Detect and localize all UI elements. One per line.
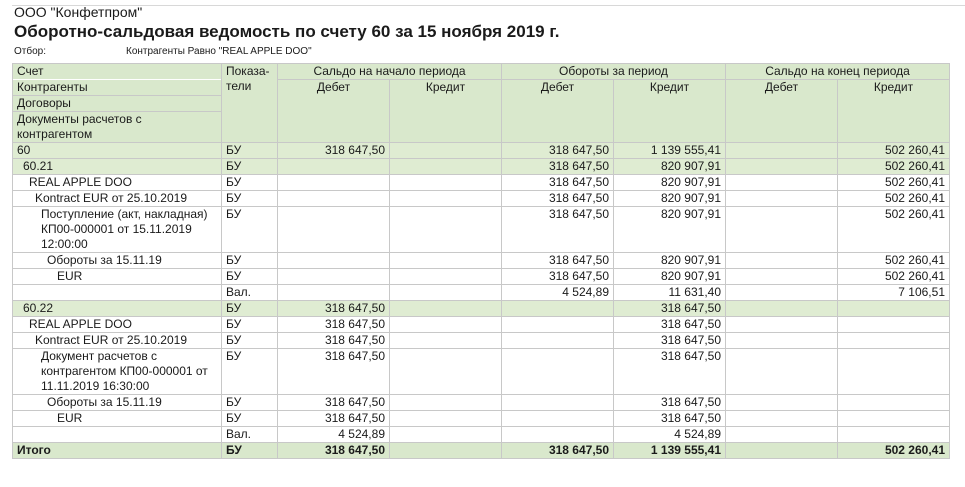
row-label: Kontract EUR от 25.10.2019 [13, 333, 222, 349]
row-indicator: БУ [222, 317, 278, 333]
total-closing-credit: 502 260,41 [838, 443, 950, 459]
cell-turnover-debit: 318 647,50 [502, 253, 614, 269]
row-label: 60.22 [13, 301, 222, 317]
cell-opening-debit: 318 647,50 [278, 317, 390, 333]
cell-turnover-debit [502, 427, 614, 443]
total-turnover-debit: 318 647,50 [502, 443, 614, 459]
col-turnover: Обороты за период [502, 64, 726, 80]
row-indicator: БУ [222, 207, 278, 253]
cell-closing-credit [838, 349, 950, 395]
col-turnover-debit: Дебет [502, 80, 614, 143]
cell-turnover-debit: 318 647,50 [502, 191, 614, 207]
cell-opening-credit [390, 411, 502, 427]
cell-turnover-debit [502, 333, 614, 349]
cell-turnover-debit: 318 647,50 [502, 159, 614, 175]
col-closing-debit: Дебет [726, 80, 838, 143]
cell-opening-debit [278, 285, 390, 301]
cell-turnover-credit: 318 647,50 [614, 317, 726, 333]
row-label: Документ расчетов с контрагентом КП00-000001 от 11.11.2019 16:30:00 [13, 349, 222, 395]
cell-turnover-credit: 820 907,91 [614, 191, 726, 207]
cell-closing-debit [726, 395, 838, 411]
cell-closing-debit [726, 159, 838, 175]
row-label [13, 285, 222, 301]
cell-turnover-credit: 318 647,50 [614, 301, 726, 317]
table-row [13, 269, 950, 285]
cell-opening-debit [278, 253, 390, 269]
row-label: Kontract EUR от 25.10.2019 [13, 191, 222, 207]
cell-opening-debit: 318 647,50 [278, 301, 390, 317]
cell-opening-credit [390, 333, 502, 349]
cell-turnover-debit: 4 524,89 [502, 285, 614, 301]
cell-closing-credit [838, 333, 950, 349]
row-label: EUR [13, 411, 222, 427]
cell-turnover-credit: 318 647,50 [614, 349, 726, 395]
total-indicator: БУ [222, 443, 278, 459]
cell-opening-debit [278, 207, 390, 253]
cell-turnover-credit: 4 524,89 [614, 427, 726, 443]
cell-closing-credit [838, 411, 950, 427]
row-indicator: Вал. [222, 285, 278, 301]
row-label: REAL APPLE DOO [13, 317, 222, 333]
cell-opening-credit [390, 395, 502, 411]
cell-closing-debit [726, 317, 838, 333]
col-contractors: Контрагенты [13, 80, 222, 96]
cell-opening-debit [278, 191, 390, 207]
row-indicator: БУ [222, 301, 278, 317]
table-row [13, 427, 950, 443]
row-indicator: Вал. [222, 427, 278, 443]
cell-opening-credit [390, 253, 502, 269]
row-indicator: БУ [222, 143, 278, 159]
cell-closing-debit [726, 301, 838, 317]
cell-opening-debit: 318 647,50 [278, 349, 390, 395]
cell-opening-credit [390, 285, 502, 301]
total-closing-debit [726, 443, 838, 459]
company-name: ООО "Конфетпром" [14, 4, 143, 20]
table-row [13, 411, 950, 427]
total-opening-debit: 318 647,50 [278, 443, 390, 459]
table-row [13, 175, 950, 191]
row-label [13, 427, 222, 443]
total-turnover-credit: 1 139 555,41 [614, 443, 726, 459]
cell-turnover-debit: 318 647,50 [502, 207, 614, 253]
cell-closing-debit [726, 411, 838, 427]
row-label: 60.21 [13, 159, 222, 175]
cell-opening-credit [390, 349, 502, 395]
table-row [13, 207, 950, 253]
cell-closing-credit: 7 106,51 [838, 285, 950, 301]
cell-opening-debit [278, 175, 390, 191]
cell-closing-debit [726, 269, 838, 285]
row-indicator: БУ [222, 333, 278, 349]
cell-opening-debit: 318 647,50 [278, 333, 390, 349]
row-indicator: БУ [222, 269, 278, 285]
cell-turnover-credit: 820 907,91 [614, 269, 726, 285]
cell-closing-credit: 502 260,41 [838, 143, 950, 159]
cell-closing-credit [838, 317, 950, 333]
cell-closing-credit: 502 260,41 [838, 175, 950, 191]
row-indicator: БУ [222, 349, 278, 395]
cell-opening-debit: 318 647,50 [278, 395, 390, 411]
cell-closing-debit [726, 333, 838, 349]
table-row [13, 301, 950, 317]
cell-opening-credit [390, 427, 502, 443]
cell-closing-debit [726, 285, 838, 301]
col-contracts: Договоры [13, 96, 222, 112]
table-row [13, 191, 950, 207]
col-account: Счет [13, 64, 222, 80]
total-label: Итого [13, 443, 222, 459]
table-row [13, 143, 950, 159]
total-row [13, 443, 950, 459]
cell-turnover-credit: 820 907,91 [614, 175, 726, 191]
row-indicator: БУ [222, 159, 278, 175]
col-opening-debit: Дебет [278, 80, 390, 143]
row-label: Поступление (акт, накладная) КП00-000001 от 15.11.2019 12:00:00 [13, 207, 222, 253]
table-row [13, 159, 950, 175]
table-row [13, 285, 950, 301]
col-opening-credit: Кредит [390, 80, 502, 143]
cell-opening-credit [390, 207, 502, 253]
cell-opening-credit [390, 175, 502, 191]
cell-opening-credit [390, 317, 502, 333]
cell-closing-debit [726, 191, 838, 207]
cell-turnover-credit: 318 647,50 [614, 333, 726, 349]
col-indicator: Показа- тели [222, 64, 278, 143]
cell-turnover-debit [502, 395, 614, 411]
cell-opening-debit: 4 524,89 [278, 427, 390, 443]
cell-closing-debit [726, 175, 838, 191]
cell-turnover-debit: 318 647,50 [502, 175, 614, 191]
col-opening: Сальдо на начало периода [278, 64, 502, 80]
col-closing-credit: Кредит [838, 80, 950, 143]
cell-closing-credit: 502 260,41 [838, 269, 950, 285]
cell-closing-debit [726, 427, 838, 443]
cell-closing-credit: 502 260,41 [838, 191, 950, 207]
row-indicator: БУ [222, 253, 278, 269]
table-row [13, 349, 950, 395]
cell-turnover-credit: 318 647,50 [614, 411, 726, 427]
cell-turnover-credit: 820 907,91 [614, 207, 726, 253]
cell-turnover-credit: 11 631,40 [614, 285, 726, 301]
cell-closing-credit: 502 260,41 [838, 207, 950, 253]
cell-opening-debit [278, 159, 390, 175]
cell-opening-debit [278, 269, 390, 285]
row-indicator: БУ [222, 411, 278, 427]
cell-turnover-debit [502, 301, 614, 317]
table-row [13, 253, 950, 269]
cell-turnover-debit [502, 317, 614, 333]
cell-closing-debit [726, 207, 838, 253]
cell-closing-credit: 502 260,41 [838, 159, 950, 175]
filter-value: Контрагенты Равно "REAL APPLE DOO" [126, 46, 312, 57]
col-turnover-credit: Кредит [614, 80, 726, 143]
cell-turnover-credit: 820 907,91 [614, 159, 726, 175]
cell-opening-debit: 318 647,50 [278, 411, 390, 427]
cell-turnover-debit: 318 647,50 [502, 143, 614, 159]
cell-turnover-debit [502, 349, 614, 395]
top-divider [12, 5, 965, 6]
cell-closing-debit [726, 253, 838, 269]
row-indicator: БУ [222, 395, 278, 411]
table-row [13, 395, 950, 411]
row-indicator: БУ [222, 175, 278, 191]
cell-opening-debit: 318 647,50 [278, 143, 390, 159]
row-label: EUR [13, 269, 222, 285]
cell-opening-credit [390, 301, 502, 317]
filter-label: Отбор: [14, 46, 46, 57]
cell-closing-credit [838, 427, 950, 443]
table-row [13, 317, 950, 333]
cell-opening-credit [390, 159, 502, 175]
row-label: Обороты за 15.11.19 [13, 253, 222, 269]
row-indicator: БУ [222, 191, 278, 207]
cell-opening-credit [390, 143, 502, 159]
cell-turnover-credit: 1 139 555,41 [614, 143, 726, 159]
cell-turnover-credit: 820 907,91 [614, 253, 726, 269]
cell-turnover-debit: 318 647,50 [502, 269, 614, 285]
col-closing: Сальдо на конец периода [726, 64, 950, 80]
cell-closing-credit [838, 395, 950, 411]
cell-closing-debit [726, 349, 838, 395]
cell-closing-credit: 502 260,41 [838, 253, 950, 269]
cell-opening-credit [390, 191, 502, 207]
col-documents: Документы расчетов с контрагентом [13, 112, 222, 143]
cell-closing-credit [838, 301, 950, 317]
cell-closing-debit [726, 143, 838, 159]
report-title: Оборотно-сальдовая ведомость по счету 60 за 15 ноября 2019 г. [14, 22, 560, 41]
report-table [12, 63, 950, 459]
row-label: Обороты за 15.11.19 [13, 395, 222, 411]
row-label: 60 [13, 143, 222, 159]
cell-turnover-debit [502, 411, 614, 427]
row-label: REAL APPLE DOO [13, 175, 222, 191]
cell-opening-credit [390, 269, 502, 285]
table-row [13, 333, 950, 349]
cell-turnover-credit: 318 647,50 [614, 395, 726, 411]
total-opening-credit [390, 443, 502, 459]
